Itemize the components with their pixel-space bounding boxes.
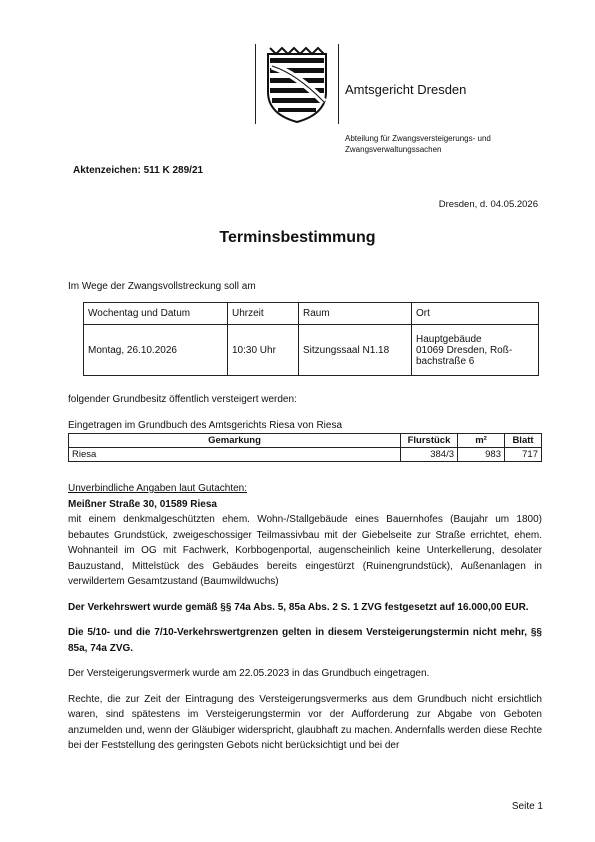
- header-cell: Blatt: [505, 434, 542, 448]
- property-address: Meißner Straße 30, 01589 Riesa: [68, 498, 217, 510]
- header-cell: m²: [458, 434, 505, 448]
- place-line: bachstraße 6: [416, 355, 475, 367]
- termin-place: [412, 325, 539, 376]
- grundbesitz-intro: folgender Grundbesitz öffentlich versteigert werden:: [68, 394, 297, 405]
- grundbuch-table: [68, 433, 542, 462]
- rechte-paragraph: Rechte, die zur Zeit der Eintragung des Versteigerungsvermerks aus dem Grundbuch nicht ersichtlich waren, sind spätestens im Versteigerungstermin vor der Aufforderung zur Abgabe von Geboten anzumelden und, wenn der Gläubiger widerspricht, glaubhaft zu machen. Andernfalls werden diese Rechte bei der Feststellung des geringsten Gebots nicht berücksichtigt und bei der: [68, 693, 542, 751]
- place-line: Hauptgebäude: [416, 333, 482, 345]
- document-title: Terminsbestimmung: [219, 229, 376, 246]
- gemarkung-cell: Riesa: [69, 448, 401, 462]
- place-line: 01069 Dresden, Roß-: [416, 344, 513, 356]
- property-description: mit einem denkmalgeschützten ehem. Wohn-/Stallgebäude eines Bauernhofes (Baujahr um 1800) bebautes Grundstück, zweigeschossiger Teilmassivbau mit der Giebelseite zur Straße errichtet, ehem. Wohnanteil im OG mit Fachwerk, Korbbogenportal, augenscheinlich keine Unterkellerung, desolater Bauzustand, Mittelstück des Gebäudes bereits eingestürzt (Ruinengrundstück), Außenanlagen in verwildertem Gesamtzustand (Baumwildwuchs): [68, 514, 542, 587]
- place-date: Dresden, d. 04.05.2026: [438, 199, 538, 210]
- header-cell: Wochentag und Datum: [84, 303, 228, 325]
- gutachten-heading: Unverbindliche Angaben laut Gutachten:: [68, 483, 248, 494]
- department: [345, 133, 545, 155]
- table-header-row: [84, 303, 539, 325]
- flurstueck-cell: 384/3: [401, 448, 458, 462]
- header-cell: Flurstück: [401, 434, 458, 448]
- department-line: Abteilung für Zwangsversteigerungs- und: [345, 134, 491, 143]
- document-body: [68, 481, 542, 754]
- termin-date: Montag, 26.10.2026: [84, 325, 228, 376]
- intro-text: Im Wege der Zwangsvollstreckung soll am: [68, 281, 256, 292]
- department-line: Zwangsverwaltungssachen: [345, 145, 442, 154]
- flaeche-cell: 983: [458, 448, 505, 462]
- court-name: Amtsgericht Dresden: [345, 82, 467, 97]
- header-cell: Gemarkung: [69, 434, 401, 448]
- vermerk-paragraph: Der Versteigerungsvermerk wurde am 22.05.2023 in das Grundbuch eingetragen.: [68, 668, 430, 679]
- termin-room: Sitzungssaal N1.18: [299, 325, 412, 376]
- header-divider: [338, 44, 339, 124]
- header-cell: Ort: [412, 303, 539, 325]
- header-cell: Raum: [299, 303, 412, 325]
- table-row: [84, 325, 539, 376]
- header-cell: Uhrzeit: [228, 303, 299, 325]
- termin-table: [83, 302, 539, 376]
- table-row: [69, 448, 542, 462]
- termin-time: 10:30 Uhr: [228, 325, 299, 376]
- page-number: Seite 1: [511, 801, 543, 812]
- table-header-row: [69, 434, 542, 448]
- verkehrswert-paragraph: Der Verkehrswert wurde gemäß §§ 74a Abs. 5, 85a Abs. 2 S. 1 ZVG festgesetzt auf 16.000,00 EUR.: [68, 601, 529, 613]
- grundbuch-heading: Eingetragen im Grundbuch des Amtsgerichts Riesa von Riesa: [68, 420, 343, 431]
- wertgrenzen-paragraph: Die 5/10- und die 7/10-Verkehrswertgrenzen gelten in diesem Versteigerungstermin nicht mehr, §§ 85a, 74a ZVG.: [68, 627, 542, 654]
- saxony-coat-of-arms-icon: [262, 44, 332, 124]
- blatt-cell: 717: [505, 448, 542, 462]
- case-number: Aktenzeichen: 511 K 289/21: [73, 165, 204, 176]
- header-divider-left: [255, 44, 256, 124]
